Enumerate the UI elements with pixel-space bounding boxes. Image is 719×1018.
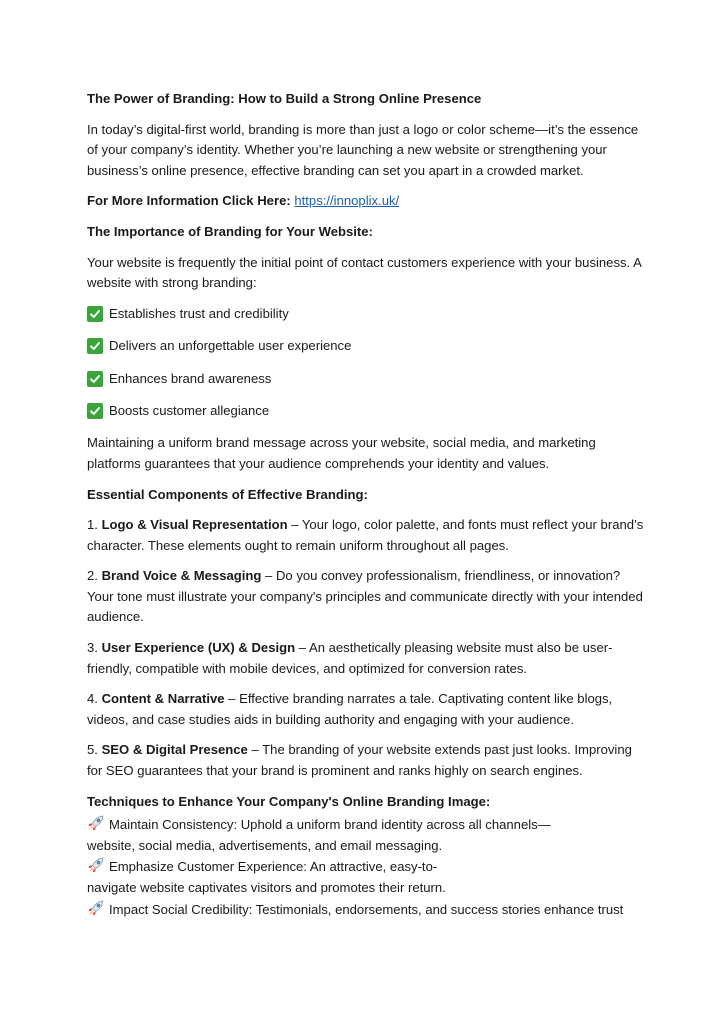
checklist (87, 304, 649, 422)
technique-line-1: Impact Social Credibility: Testimonials, endorsements, and success stories enhance trust (109, 901, 624, 917)
component-item (87, 689, 649, 730)
checklist-item-label: Establishes trust and credibility (109, 305, 289, 321)
component-name: Brand Voice & Messaging (101, 568, 262, 584)
checklist-item (87, 401, 649, 422)
component-name: Logo & Visual Representation (101, 517, 288, 533)
component-name: User Experience (UX) & Design (101, 640, 296, 656)
checklist-item (87, 336, 649, 357)
technique-line-2: navigate website captivates visitors and promotes their return. (87, 880, 446, 895)
rocket-icon (87, 856, 105, 874)
technique-line-1: Emphasize Customer Experience: An attractive, easy-to- (109, 859, 438, 875)
checklist-item-label: Enhances brand awareness (109, 370, 272, 386)
check-mark-icon (87, 338, 103, 354)
check-mark-icon (87, 371, 103, 387)
technique-item (87, 814, 649, 856)
more-info-label: For More Information Click Here: (87, 193, 291, 209)
component-number: 1. (87, 517, 98, 533)
rocket-icon (87, 899, 105, 917)
checklist-item (87, 369, 649, 390)
rocket-icon (87, 814, 105, 832)
component-number: 5. (87, 742, 98, 758)
component-name: SEO & Digital Presence (101, 742, 248, 758)
component-name: Content & Narrative (101, 691, 225, 707)
component-number: 4. (87, 691, 98, 707)
technique-item (87, 856, 649, 898)
components-heading: Essential Components of Effective Branding: (87, 486, 368, 502)
more-info-line (87, 191, 649, 212)
document-title: The Power of Branding: How to Build a Strong Online Presence (87, 91, 482, 106)
importance-paragraph: Your website is frequently the initial point of contact customers experience with your business. A website with strong branding: (87, 254, 642, 291)
technique-line-2: website, social media, advertisements, and email messaging. (87, 837, 443, 853)
technique-item (87, 899, 649, 921)
component-text: – An aesthetically pleasing website must also be user-friendly, compatible with mobile devices, and optimized for conversion rates. (87, 640, 613, 676)
component-item (87, 638, 649, 679)
techniques-heading: Techniques to Enhance Your Company's Online Branding Image: (87, 793, 491, 809)
checklist-item-label: Delivers an unforgettable user experience (109, 338, 352, 354)
component-number: 2. (87, 568, 98, 584)
check-mark-icon (87, 306, 103, 322)
checklist-item-label: Boosts customer allegiance (109, 402, 270, 418)
component-text: – Do you convey professionalism, friendliness, or innovation? Your tone must illustrate your company's principles and communicate directly with your intended audience. (87, 568, 643, 625)
checklist-item (87, 304, 649, 325)
intro-paragraph: In today’s digital-first world, branding is more than just a logo or color scheme—it’s the essence of your company’s identity. Whether you’re launching a new website or strengthening your business’s online presence, effective branding can set you apart in a crowded market. (87, 121, 639, 178)
component-text: – The branding of your website extends past just looks. Improving for SEO guarantees that your brand is prominent and ranks highly on search engines. (87, 742, 632, 779)
more-info-link[interactable]: https://innoplix.uk/ (294, 193, 400, 209)
component-item (87, 515, 649, 556)
check-mark-icon (87, 403, 103, 419)
importance-heading: The Importance of Branding for Your Website: (87, 223, 373, 239)
component-text: – Effective branding narrates a tale. Captivating content like blogs, videos, and case studies aids in building authority and engaging with your audience. (87, 691, 613, 727)
techniques-list (87, 814, 649, 920)
component-item (87, 566, 649, 628)
importance-conclusion: Maintaining a uniform brand message across your website, social media, and marketing platforms guarantees that your audience comprehends your identity and values. (87, 435, 596, 471)
component-item (87, 740, 649, 781)
technique-line-1: Maintain Consistency: Uphold a uniform brand identity across all channels— (109, 817, 551, 833)
component-text: – Your logo, color palette, and fonts must reflect your brand’s character. These elements ought to remain uniform throughout all pages. (87, 517, 644, 553)
component-number: 3. (87, 640, 98, 656)
